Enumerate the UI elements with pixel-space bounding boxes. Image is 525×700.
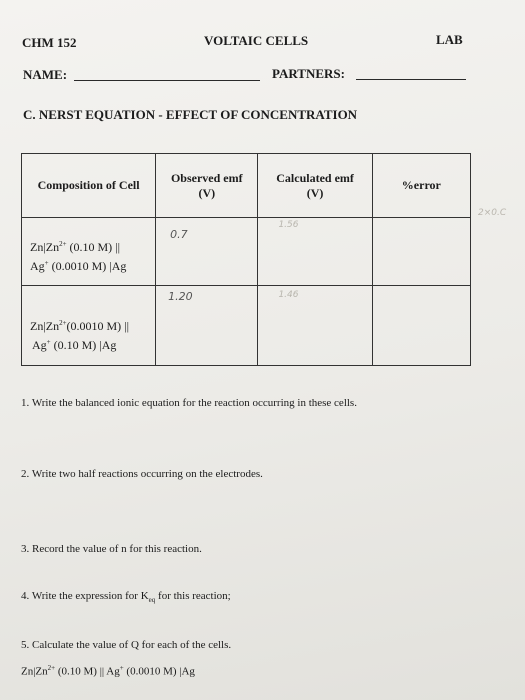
header-composition: Composition of Cell	[22, 154, 156, 218]
cell-notation-middle: (0.10 M) || Ag	[55, 665, 120, 678]
row2-observed-cell[interactable]	[156, 286, 258, 366]
row2-comp-cathode-conc: (0.10 M) |Ag	[50, 337, 117, 352]
question-4-text: Write the expression for K	[31, 590, 149, 602]
row1-observed-cell[interactable]	[156, 218, 258, 286]
row1-calculated-cell[interactable]	[258, 218, 372, 286]
question-2-text: Write two half reactions occurring on the electrodes.	[31, 468, 263, 480]
page-title: VOLTAIC CELLS	[204, 33, 309, 48]
row1-comp-anode: Zn|Zn	[30, 239, 60, 254]
header-calculated	[258, 154, 372, 218]
row2-observed-value: 1.20	[168, 290, 193, 303]
row2-comp-anode-charge: 2+	[59, 318, 67, 327]
question-5-text: Calculate the value of Q for each of the cells.	[32, 639, 232, 651]
question-4-number: 4.	[21, 590, 30, 602]
question-1-text: Write the balanced ionic equation for the reaction occurring in these cells.	[31, 397, 357, 409]
row1-comp-cathode-conc: (0.0010 M) |Ag	[48, 258, 127, 273]
question-4-text-end: for this reaction;	[155, 590, 231, 602]
question-2	[21, 468, 263, 480]
question-5	[21, 639, 231, 651]
header-calculated-line2: (V)	[306, 185, 324, 200]
row1-composition	[22, 218, 156, 286]
row1-comp-cathode: Ag	[30, 258, 45, 273]
table-header-row	[22, 154, 471, 218]
question-3-text: Record the value of n for this reaction.	[32, 543, 202, 555]
cell-notation-cathode-conc: (0.0010 M) |Ag	[123, 665, 195, 678]
row1-comp-cathode-charge: +	[44, 258, 49, 267]
partners-label: PARTNERS:	[272, 66, 345, 81]
row2-comp-cathode-charge: +	[46, 337, 51, 346]
results-table	[21, 153, 471, 366]
row2-calculated-value: 1.46	[278, 290, 299, 300]
question-5-number: 5.	[21, 639, 30, 651]
row1-observed-value: 0.7	[170, 228, 188, 241]
header-calculated-line1: Calculated emf	[276, 170, 354, 185]
cell-notation-anode-charge: 2+	[47, 664, 56, 672]
question-3-number: 3.	[21, 543, 30, 555]
header-observed-line2: (V)	[198, 185, 216, 200]
section-title: C. NERST EQUATION - EFFECT OF CONCENTRATION	[23, 107, 358, 122]
row2-calculated-cell[interactable]	[258, 286, 372, 366]
cell-notation-line	[21, 664, 195, 678]
partners-field-line[interactable]	[356, 79, 466, 80]
cell-notation-cathode-charge: +	[119, 664, 124, 672]
name-field-line[interactable]	[74, 80, 260, 81]
row2-composition	[22, 286, 156, 366]
row2-error-cell[interactable]	[372, 286, 470, 366]
header-error: %error	[372, 154, 470, 218]
header-observed	[156, 154, 258, 218]
question-4-subscript: eq	[148, 596, 156, 605]
table-row	[22, 218, 471, 286]
question-3	[21, 543, 202, 555]
row1-error-cell[interactable]	[372, 218, 470, 286]
question-4	[21, 590, 231, 604]
header-observed-line1: Observed emf	[170, 170, 243, 185]
row2-comp-anode: Zn|Zn	[30, 318, 60, 333]
margin-note: 2×0.C	[478, 208, 507, 218]
table-row	[22, 286, 471, 366]
question-1	[21, 397, 357, 409]
cell-notation-anode: Zn|Zn	[21, 665, 48, 678]
row2-comp-anode-conc: (0.0010 M) ||	[66, 318, 129, 333]
name-label: NAME:	[23, 67, 68, 82]
question-1-number: 1.	[21, 397, 30, 409]
doc-type: LAB	[436, 32, 463, 47]
question-2-number: 2.	[21, 468, 30, 480]
course-code: CHM 152	[22, 35, 77, 50]
row1-calculated-value: 1.56	[278, 220, 299, 230]
row1-comp-anode-charge: 2+	[59, 239, 67, 248]
row1-comp-anode-conc: (0.10 M) ||	[66, 239, 120, 254]
row2-comp-cathode: Ag	[32, 337, 47, 352]
